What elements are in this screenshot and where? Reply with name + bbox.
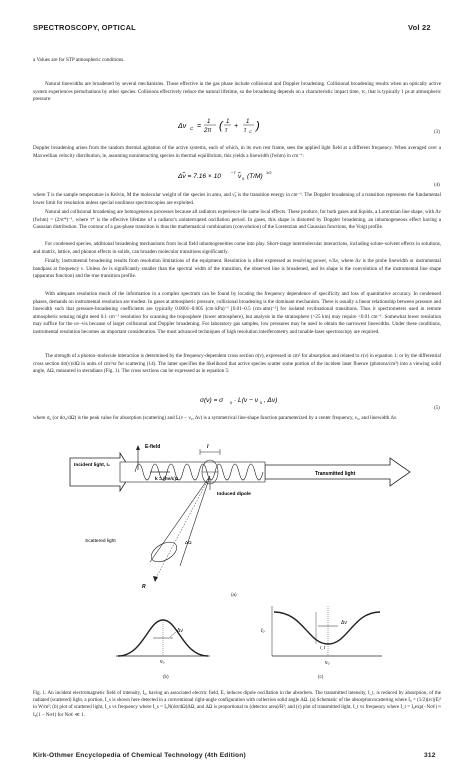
subfigure-b-label: (b) [163, 674, 169, 679]
label-c-nu0: ν₀ [325, 660, 330, 666]
beam-band [120, 462, 265, 482]
running-header-title: SPECTROSCOPY, OPTICAL [33, 23, 136, 32]
svg-text:τ: τ [244, 128, 247, 134]
distance-r-line [155, 476, 210, 580]
label-solid-angle: ΔΩ [185, 540, 192, 545]
svg-text:C: C [249, 129, 252, 134]
footer-source: Kirk-Othmer Encyclopedia of Chemical Technology (4th Edition) [33, 752, 246, 759]
label-c-dnu: Δν [341, 620, 347, 626]
label-transmitted: Transmitted light [315, 471, 356, 477]
svg-text:1/2: 1/2 [266, 170, 272, 175]
subfigure-a-label: (a) [231, 592, 237, 597]
label-c-i0: I₀ [261, 628, 265, 634]
svg-text:−7: −7 [231, 170, 236, 175]
paragraph-doppler: Doppler broadening arises from the random thermal agitation of the active systems, each of which, in its own rest frame, sees the applied light field at a different frequency. When averaged over a Maxwellian velocity distribution, ie, assuming noninteracting species in thermal equilibrium, this yields a linewidth (fwhm) in cm⁻¹: [33, 145, 441, 159]
scatter-cone-left [150, 476, 210, 562]
paragraph-instrumental: Finally, instrumental broadening results from resolution limitations of the equipment. Resolution is often expressed as resolving power, ν/Δν, where Δν is the probe linewidth or instrumental bandpass at frequency ν. Unless Δν is significantly smaller than the spectral width of the transition, the observed line is broadened, and its shape is the convolution of the instrumental line shape (apparatus function) and the true transition profile. [33, 258, 441, 280]
subfigure-c-label: (c) [318, 674, 324, 679]
svg-text:τ: τ [225, 128, 228, 134]
svg-text:(T/M): (T/M) [247, 173, 263, 180]
label-induced: Induced dipole [217, 492, 251, 497]
paragraph-condensed: For condensed species, additional broadening mechanisms from local field inhomogeneities come into play. Short-range intermolecular interactions, including solute–solvent effects in solutions, and matrix, lattice, and phonon effects in solids, can broaden molecular transitions significantly. [33, 241, 441, 255]
svg-text:+: + [234, 123, 239, 130]
label-i: I [207, 444, 209, 450]
paragraph-collisional: Natural linewidths are broadened by several mechanisms. Those effective in the gas phase include collisional and Doppler broadening. Collisional broadening results when an optically active system experiences perturbations by other species. Collisions effectively reduce the natural lifetime, so the broadening depends on a characteristic impact time, τc, that is typically 1 ps at atmospheric pressure: [33, 81, 441, 103]
label-scattered: Scattered light [85, 539, 116, 544]
svg-text:· L(ν − ν: · L(ν − ν [234, 397, 258, 404]
svg-text:=: = [197, 123, 202, 130]
svg-text:1: 1 [207, 119, 211, 125]
svg-text:0: 0 [260, 400, 263, 405]
equation-4 [160, 168, 320, 187]
svg-text:Δν: Δν [178, 123, 187, 130]
svg-text:1: 1 [226, 119, 230, 125]
equation-3-number: (3) [434, 130, 440, 135]
label-r: R [142, 584, 146, 590]
equation-4-graphic [160, 168, 320, 182]
label-efield: E-field [145, 444, 161, 450]
scatter-cone-right [180, 476, 210, 566]
figure-1b-scattered-plot [108, 606, 218, 666]
paragraph-resolution: With adequate resolution much of the information in a complex spectrum can be found by locating the frequency dependence of specificity and loss of quantitative accuracy. In condensed phases, demands on instrumental resolution are modest. In gases at atmospheric pressure, collisional broadening is the dominant mechanism. There is usually a linear relationship between pressure and linewidth such that pressure-broadening coefficients are typically 0.0001–0.005 (cm·kPa)⁻¹ [0.01–0.5 (cm·atm)⁻¹] for isolated rovibrational transitions. Thus it spectrometers used in remote atmospheric sensing might need 0.1 cm⁻¹ resolution for scanning the troposphere (lower atmosphere), but analysis in the stratosphere (>25 km) may require <0.01 cm⁻¹. Somewhat lower resolution may suffice for the uv–vis because of larger collisional and Doppler broadening. For laboratory gas samples, low pressures may be used to obtain the narrowest linewidths. Under these conditions, instrumental resolution becomes an important consideration. The most advanced techniques of high resolution interferometry and tunable-laser spectroscopy are required. [33, 291, 441, 335]
svg-text:1: 1 [246, 119, 250, 125]
equation-3-graphic [150, 114, 330, 136]
svg-text:0: 0 [242, 176, 245, 181]
label-k: k = (hν/c)z [155, 477, 179, 482]
equation-3 [150, 114, 330, 138]
svg-text:, Δν): , Δν) [264, 397, 278, 404]
paragraph-line-shape: where σ₀ (or dσ₀/dΩ) is the peak value for absorption (scattering) and L(ν − ν₀, Δν) is a symmetrical line-shape function parameterized by a center frequency, ν₀, and linewidth Δν. [33, 415, 398, 421]
svg-text:2π: 2π [204, 128, 212, 134]
svg-text:σ(ν) = σ: σ(ν) = σ [200, 397, 224, 404]
paragraph-doppler-vars: where T is the sample temperature in Kelvin, M the molecular weight of the species in amu, and ν̃₀ is the transition energy in cm⁻¹. The Doppler broadening of a transition represents the fundamental lower limit for resolution unless special nonlinear spectroscopies are exploited. [33, 192, 441, 206]
figure-1a-schematic [60, 440, 420, 590]
equation-4-number: (4) [434, 183, 440, 188]
paragraph-cross-section: The strength of a photon–molecule interaction is determined by the frequency-dependent cross section σ(ν), expressed in cm² for absorption and related to ε(ν) in equation 1; or by the differential cross section dσ(ν)/dΩ in units of cm²/sr for scattering (14). The latter specifies the likelihood that active species scatter some portion of the incident laser fluence (photons/cm²) into a viewing solid angle, ΔΩ, measured in steradians (Fig. 1). The cross sections can be expressed as in equation 5: [33, 353, 441, 375]
label-c-it: I_t [320, 645, 326, 650]
paragraph-homogeneous: Natural and collisional broadening are homogeneous processes because all radiators experience the same local effects. These produce, for both gases and liquids, a Lorentzian line shape, with Δν (fwhm) = (2πτ*)⁻¹, where τ* is the effective lifetime of a radiator's uninterrupted oscillation period. In gases, this shape is distorted by Doppler broadening, an inhomogeneous effect having a Gaussian distribution. The contour of a gas-phase transition is thus the mathematical combination (convolution) of the Lorentzian and Gaussian functions, the Voigt profile. [33, 209, 441, 231]
equation-5 [160, 392, 320, 411]
transmission-dip-curve [274, 612, 380, 644]
label-b-nu0: ν₀ [160, 659, 165, 665]
svg-text:0: 0 [230, 400, 233, 405]
figure-1c-transmitted-plot [258, 602, 388, 668]
label-incident: Incident light, I₀ [74, 463, 111, 468]
svg-text:(: ( [219, 120, 223, 132]
svg-text:C: C [190, 126, 194, 131]
figure-caption: Fig. 1. An incident electromagnetic field of intensity, I₀, having an associated electric field, E, induces dipole oscillation in the absorbers. The transmitted intensity, I_t, is reduced by absorption, of the radiated (scattered) light, a portion, I_s is shown here detected in a conventional right-angle configuration with collection solid angle ΔΩ. (a) Schematic of the absorption/scattering where I₀ = (1/2)(εc)|E|² in W/m²; (b) plot of scattered light, I_s vs frequency where I_s = I₀N(dσ/dΩ)ΔΩ, and ΔΩ is proportional to (detector area)/R²; and (c) plot of transmitted light, I_t vs frequency where I_t = I₀exp(−Nσℓ) ≈ I₀(1 − Nσℓ) for Nσℓ ≪ 1. [33, 691, 441, 718]
table-footnote: a Values are for STP atmospheric conditions. [33, 57, 125, 63]
footer-page-number: 312 [424, 752, 436, 759]
label-b-dnu: Δν [177, 628, 183, 634]
svg-text:ν̃: ν̃ [238, 173, 242, 180]
svg-text:Δν̃ = 7.16 × 10: Δν̃ = 7.16 × 10 [178, 173, 221, 180]
running-header-volume: Vol 22 [408, 23, 431, 32]
svg-text:): ) [256, 120, 260, 132]
equation-5-number: (5) [434, 406, 440, 411]
equation-5-graphic [160, 392, 320, 406]
